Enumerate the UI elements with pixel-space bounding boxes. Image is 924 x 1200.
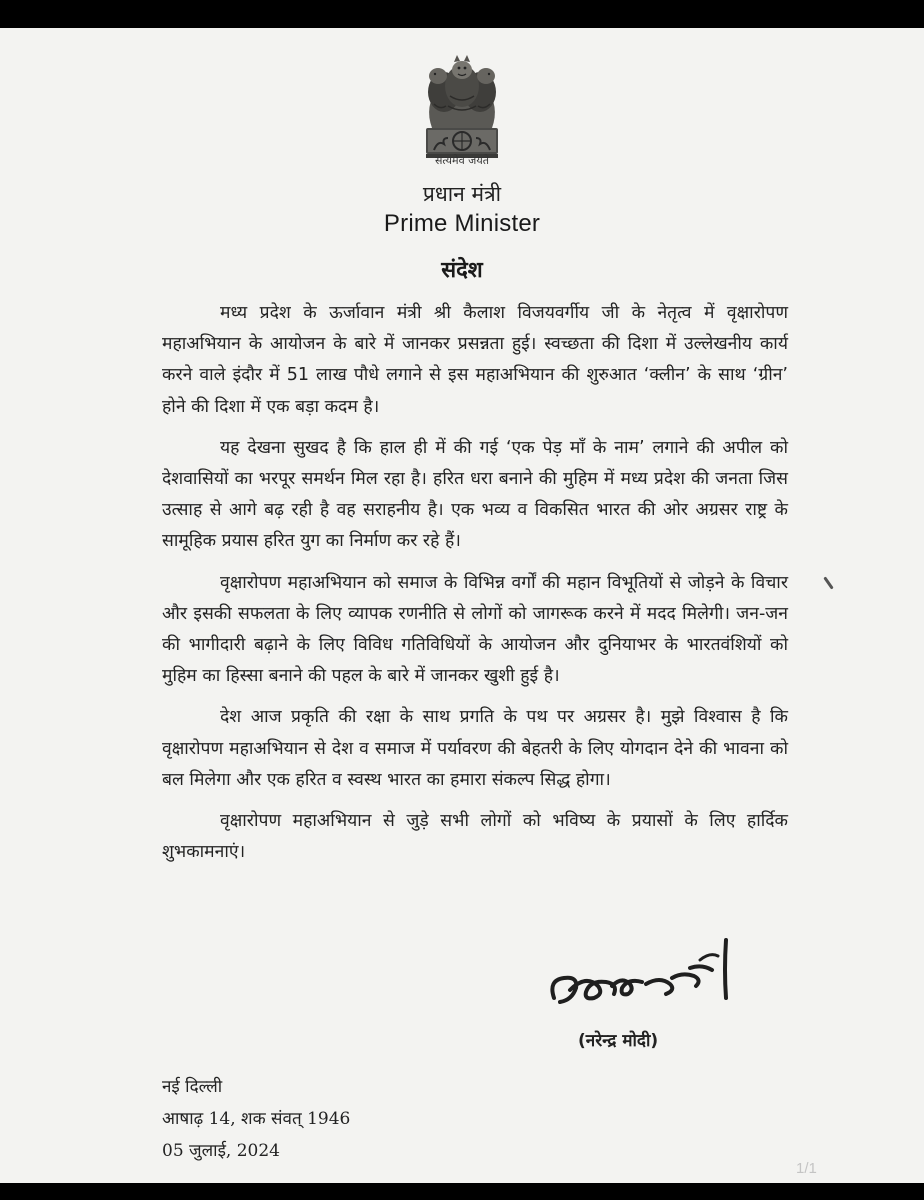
letter-page [0,28,924,1183]
date-hindi: आषाढ़ 14, शक संवत् 1946 [162,1109,351,1129]
letter-heading: संदेश [441,258,483,283]
letter-paragraph: यह देखना सुखद है कि हाल ही में की गई ‘एक पेड़ माँ के नाम’ लगाने की अपील को देशवासियों का भरपूर समर्थन मिल रहा है। हरित धरा बनाने की मुहिम में मध्य प्रदेश की जनता जिस उत्साह से आगे बढ़ रही है वह सराहनीय है। एक भव्य व विकसित भारत की ओर अग्रसर राष्ट्र के सामूहिक प्रयास हरित युग का निर्माण कर रहे हैं। [162,437,788,552]
letter-paragraph: मध्य प्रदेश के ऊर्जावान मंत्री श्री कैलाश विजयवर्गीय जी के नेतृत्व में वृक्षारोपण महाअभियान के आयोजन के बारे में जानकर प्रसन्नता हुई। स्वच्छता की दिशा में उल्लेखनीय कार्य करने वाले इंदौर में 51 लाख पौधे लगाने से इस महाअभियान की शुरुआत ‘क्लीन’ के साथ ‘ग्रीन’ होने की दिशा में एक बड़ा कदम है। [162,303,788,417]
letter-paragraph: वृक्षारोपण महाअभियान को समाज के विभिन्न वर्गों की महान विभूतियों से जोड़ने के विचार और इसकी सफलता के लिए व्यापक रणनीति से लोगों को जागरूक करने में मदद मिलेगी। जन-जन की भागीदारी बढ़ाने के लिए विविध गतिविधियों के आयोजन और दुनियाभर के भारतवंशियों को मुहिम का हिस्सा बनाने की पहल के बारे में जानकर खुशी हुई है। [162,572,788,687]
handwritten-signature [540,928,750,1028]
viewer-bottom-bar [0,1183,924,1200]
letter-paragraph: वृक्षारोपण महाअभियान से जुड़े सभी लोगों को भविष्य के प्रयासों के लिए हार्दिक शुभकामनाएं। [162,811,788,863]
office-title-hindi: प्रधान मंत्री [422,182,502,206]
letter-paragraph: देश आज प्रकृति की रक्षा के साथ प्रगति के पथ पर अग्रसर है। मुझे विश्वास है कि वृक्षारोपण महाअभियान से देश व समाज में पर्यावरण की बेहतरी के लिए योगदान देने की भावना को बल मिलेगा और एक हरित व स्वस्थ भारत का हमारा संकल्प सिद्ध होगा। [162,707,788,790]
viewer-top-bar [0,0,924,28]
page-indicator: 1/1 [796,1160,817,1177]
emblem-motto: सत्यमेव जयते [434,154,489,167]
scan-speck [823,576,833,589]
place: नई दिल्ली [162,1077,223,1097]
signatory-name: (नरेन्द्र मोदी) [578,1031,659,1051]
letter-body [162,298,788,878]
date-english: 05 जुलाई, 2024 [162,1141,280,1161]
office-title-english: Prime Minister [383,210,541,237]
